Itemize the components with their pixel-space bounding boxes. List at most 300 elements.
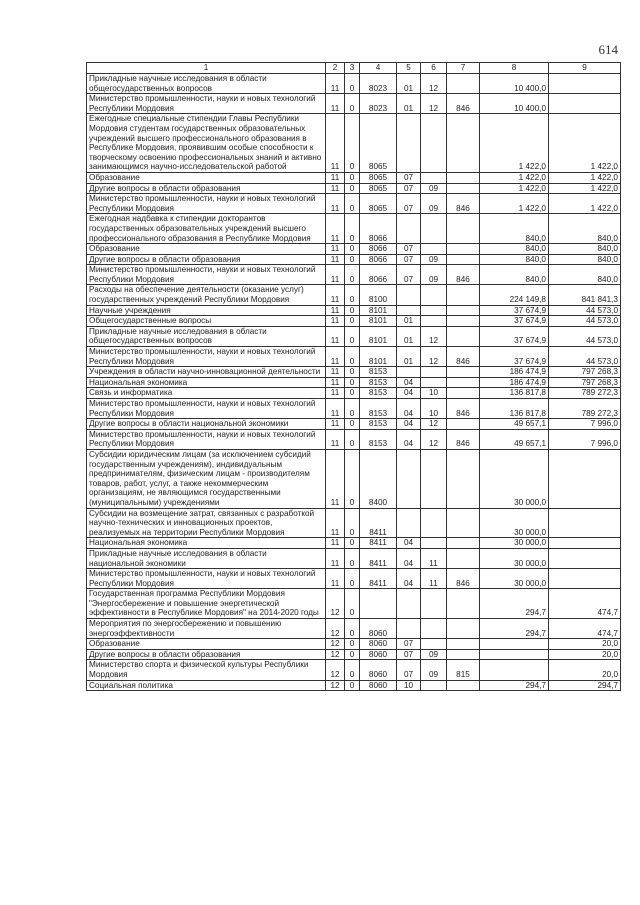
section-cell [397, 285, 421, 305]
department-cell: 846 [447, 399, 480, 419]
row-name-cell: Министерство спорта и физической культуры Республики Мордовия [87, 660, 326, 680]
section-cell: 04 [397, 538, 421, 549]
amount-cell: 44 573,0 [549, 316, 621, 327]
department-cell [447, 367, 480, 378]
code-cell: 8060 [360, 639, 397, 650]
row-name-cell: Субсидии юридическим лицам (за исключением субсидий государственным учреждениям), индивидуальным предпринимателям, физическим лицам - производителям товаров, работ, услуг, а также некоммерческим организациям, не являющимся государственными (муниципальными) учреждениями [87, 449, 326, 508]
code-cell: 8065 [360, 183, 397, 194]
amount-cell: 1 422,0 [480, 194, 549, 214]
row-name-cell: Связь и информатика [87, 388, 326, 399]
code-cell: 11 [326, 326, 345, 346]
table-row [87, 74, 621, 94]
department-cell [447, 508, 480, 538]
amount-cell: 789 272,3 [549, 399, 621, 419]
table-row [87, 548, 621, 568]
amount-cell [549, 538, 621, 549]
department-cell [447, 377, 480, 388]
subsection-cell: 09 [421, 254, 447, 265]
row-name-cell: Министерство промышленности, науки и новых технологий Республики Мордовия [87, 94, 326, 114]
amount-cell: 474,7 [549, 619, 621, 639]
code-cell: 0 [345, 94, 360, 114]
code-cell: 8101 [360, 316, 397, 327]
code-cell: 8411 [360, 548, 397, 568]
row-name-cell: Министерство промышленности, науки и новых технологий Республики Мордовия [87, 569, 326, 589]
amount-cell: 1 422,0 [549, 194, 621, 214]
code-cell: 11 [326, 399, 345, 419]
section-cell: 01 [397, 316, 421, 327]
department-cell: 846 [447, 94, 480, 114]
subsection-cell [421, 538, 447, 549]
column-header: 5 [397, 63, 421, 74]
subsection-cell: 12 [421, 429, 447, 449]
subsection-cell: 09 [421, 183, 447, 194]
table-row [87, 429, 621, 449]
amount-cell: 49 657,1 [480, 419, 549, 430]
section-cell [397, 305, 421, 316]
code-cell: 8411 [360, 538, 397, 549]
amount-cell: 797 268,3 [549, 377, 621, 388]
row-name-cell: Национальная экономика [87, 377, 326, 388]
amount-cell: 30 000,0 [480, 548, 549, 568]
column-header: 3 [345, 63, 360, 74]
code-cell: 0 [345, 660, 360, 680]
department-cell [447, 114, 480, 173]
amount-cell: 37 674,9 [480, 305, 549, 316]
department-cell [447, 538, 480, 549]
department-cell [447, 388, 480, 399]
amount-cell: 30 000,0 [480, 508, 549, 538]
amount-cell: 1 422,0 [480, 183, 549, 194]
amount-cell: 797 268,3 [549, 367, 621, 378]
amount-cell: 840,0 [480, 244, 549, 255]
section-cell: 07 [397, 194, 421, 214]
row-name-cell: Образование [87, 639, 326, 650]
table-row [87, 214, 621, 244]
code-cell: 0 [345, 377, 360, 388]
code-cell: 0 [345, 548, 360, 568]
amount-cell [549, 569, 621, 589]
code-cell: 8060 [360, 619, 397, 639]
section-cell: 07 [397, 660, 421, 680]
code-cell: 0 [345, 367, 360, 378]
row-name-cell: Министерство промышленности, науки и новых технологий Республики Мордовия [87, 265, 326, 285]
section-cell: 04 [397, 388, 421, 399]
department-cell [447, 589, 480, 619]
code-cell: 11 [326, 316, 345, 327]
subsection-cell [421, 172, 447, 183]
table-body [87, 74, 621, 691]
row-name-cell: Национальная экономика [87, 538, 326, 549]
department-cell [447, 619, 480, 639]
code-cell: 8060 [360, 649, 397, 660]
amount-cell: 186 474,9 [480, 377, 549, 388]
row-name-cell: Образование [87, 172, 326, 183]
subsection-cell: 12 [421, 94, 447, 114]
amount-cell [549, 94, 621, 114]
code-cell: 11 [326, 74, 345, 94]
subsection-cell: 10 [421, 399, 447, 419]
section-cell: 07 [397, 254, 421, 265]
section-cell: 01 [397, 347, 421, 367]
amount-cell: 37 674,9 [480, 316, 549, 327]
subsection-cell [421, 367, 447, 378]
code-cell: 8101 [360, 326, 397, 346]
department-cell: 846 [447, 429, 480, 449]
code-cell: 8153 [360, 388, 397, 399]
code-cell: 0 [345, 399, 360, 419]
table-row [87, 619, 621, 639]
section-cell: 04 [397, 429, 421, 449]
department-cell: 846 [447, 569, 480, 589]
department-cell [447, 244, 480, 255]
table-row [87, 377, 621, 388]
code-cell: 11 [326, 429, 345, 449]
budget-table [86, 62, 621, 691]
amount-cell: 49 657,1 [480, 429, 549, 449]
code-cell: 12 [326, 680, 345, 691]
table-row [87, 660, 621, 680]
code-cell: 11 [326, 214, 345, 244]
department-cell [447, 680, 480, 691]
section-cell [397, 449, 421, 508]
department-cell: 846 [447, 265, 480, 285]
code-cell: 11 [326, 244, 345, 255]
subsection-cell: 09 [421, 194, 447, 214]
row-name-cell: Государственная программа Республики Мордовия "Энергосбережение и повышение энергетической эффективности в Республике Мордовия" на 2014-2020 годы [87, 589, 326, 619]
code-cell: 0 [345, 429, 360, 449]
section-cell: 04 [397, 569, 421, 589]
code-cell: 8066 [360, 244, 397, 255]
code-cell [360, 589, 397, 619]
column-header: 7 [447, 63, 480, 74]
code-cell: 12 [326, 589, 345, 619]
code-cell: 8153 [360, 399, 397, 419]
code-cell: 0 [345, 639, 360, 650]
amount-cell: 7 996,0 [549, 429, 621, 449]
section-cell: 07 [397, 183, 421, 194]
code-cell: 8411 [360, 569, 397, 589]
code-cell: 11 [326, 94, 345, 114]
section-cell: 07 [397, 649, 421, 660]
page-number: 614 [598, 42, 618, 57]
column-header: 4 [360, 63, 397, 74]
department-cell [447, 172, 480, 183]
code-cell: 0 [345, 326, 360, 346]
code-cell: 8100 [360, 285, 397, 305]
amount-cell: 840,0 [549, 254, 621, 265]
code-cell: 0 [345, 114, 360, 173]
column-header: 6 [421, 63, 447, 74]
subsection-cell [421, 285, 447, 305]
code-cell: 11 [326, 285, 345, 305]
row-name-cell: Другие вопросы в области образования [87, 254, 326, 265]
amount-cell: 136 817,8 [480, 388, 549, 399]
row-name-cell: Образование [87, 244, 326, 255]
amount-cell: 30 000,0 [480, 538, 549, 549]
code-cell: 8153 [360, 419, 397, 430]
row-name-cell: Другие вопросы в области национальной экономики [87, 419, 326, 430]
code-cell: 0 [345, 214, 360, 244]
subsection-cell [421, 377, 447, 388]
table-row [87, 285, 621, 305]
department-cell: 846 [447, 194, 480, 214]
row-name-cell: Общегосударственные вопросы [87, 316, 326, 327]
code-cell: 11 [326, 305, 345, 316]
department-cell: 846 [447, 347, 480, 367]
table-row [87, 569, 621, 589]
code-cell: 8060 [360, 680, 397, 691]
table-row [87, 388, 621, 399]
amount-cell: 20,0 [549, 660, 621, 680]
row-name-cell: Ежегодные специальные стипендии Главы Республики Мордовия студентам государственных образовательных учреждений высшего профессионального образования в Республике Мордовия, проявившим особые способности к творческому освоению профессиональных знаний и активно занимающимся научно-исследовательской работой [87, 114, 326, 173]
amount-cell: 10 400,0 [480, 94, 549, 114]
section-cell: 04 [397, 548, 421, 568]
table-row [87, 244, 621, 255]
amount-cell: 136 817,8 [480, 399, 549, 419]
amount-cell: 44 573,0 [549, 347, 621, 367]
column-header: 8 [480, 63, 549, 74]
section-cell [397, 214, 421, 244]
row-name-cell: Ежегодная надбавка к стипендии докторантов государственных образовательных учреждений высшего профессионального образования в Республике Мордовия [87, 214, 326, 244]
code-cell: 0 [345, 569, 360, 589]
table-row [87, 367, 621, 378]
column-header: 2 [326, 63, 345, 74]
code-cell: 11 [326, 388, 345, 399]
amount-cell: 294,7 [480, 589, 549, 619]
code-cell: 11 [326, 254, 345, 265]
subsection-cell [421, 244, 447, 255]
code-cell: 11 [326, 569, 345, 589]
amount-cell: 44 573,0 [549, 326, 621, 346]
subsection-cell: 11 [421, 569, 447, 589]
column-header: 1 [87, 63, 326, 74]
section-cell: 07 [397, 265, 421, 285]
amount-cell: 840,0 [480, 214, 549, 244]
row-name-cell: Министерство промышленности, науки и новых технологий Республики Мордовия [87, 399, 326, 419]
section-cell [397, 619, 421, 639]
code-cell: 8065 [360, 172, 397, 183]
department-cell [447, 548, 480, 568]
subsection-cell: 09 [421, 649, 447, 660]
code-cell: 11 [326, 377, 345, 388]
amount-cell: 1 422,0 [549, 114, 621, 173]
amount-cell [549, 449, 621, 508]
department-cell [447, 74, 480, 94]
table-row [87, 347, 621, 367]
section-cell: 07 [397, 244, 421, 255]
section-cell [397, 367, 421, 378]
row-name-cell: Прикладные научные исследования в области общегосударственных вопросов [87, 74, 326, 94]
row-name-cell: Министерство промышленности, науки и новых технологий Республики Мордовия [87, 194, 326, 214]
section-cell: 01 [397, 326, 421, 346]
code-cell: 11 [326, 114, 345, 173]
code-cell: 8066 [360, 265, 397, 285]
code-cell: 11 [326, 538, 345, 549]
row-name-cell: Министерство промышленности, науки и новых технологий Республики Мордовия [87, 347, 326, 367]
amount-cell: 7 996,0 [549, 419, 621, 430]
table-row [87, 649, 621, 660]
subsection-cell: 11 [421, 548, 447, 568]
section-cell: 07 [397, 172, 421, 183]
code-cell: 0 [345, 388, 360, 399]
code-cell: 0 [345, 172, 360, 183]
row-name-cell: Научные учреждения [87, 305, 326, 316]
amount-cell: 20,0 [549, 649, 621, 660]
subsection-cell: 12 [421, 347, 447, 367]
amount-cell: 840,0 [480, 254, 549, 265]
amount-cell [480, 639, 549, 650]
amount-cell: 37 674,9 [480, 347, 549, 367]
section-cell [397, 114, 421, 173]
code-cell: 8065 [360, 114, 397, 173]
amount-cell [480, 649, 549, 660]
amount-cell [480, 660, 549, 680]
table-row [87, 589, 621, 619]
table-row [87, 449, 621, 508]
code-cell: 11 [326, 367, 345, 378]
subsection-cell [421, 449, 447, 508]
subsection-cell: 10 [421, 388, 447, 399]
table-row [87, 194, 621, 214]
subsection-cell [421, 114, 447, 173]
amount-cell: 294,7 [480, 619, 549, 639]
table-row [87, 508, 621, 538]
code-cell: 0 [345, 254, 360, 265]
code-cell: 8101 [360, 305, 397, 316]
code-cell: 0 [345, 183, 360, 194]
amount-cell: 841 841,3 [549, 285, 621, 305]
code-cell: 11 [326, 194, 345, 214]
table-row [87, 94, 621, 114]
code-cell: 0 [345, 419, 360, 430]
amount-cell: 789 272,3 [549, 388, 621, 399]
code-cell: 0 [345, 649, 360, 660]
department-cell [447, 214, 480, 244]
section-cell: 01 [397, 74, 421, 94]
table-row [87, 183, 621, 194]
department-cell [447, 305, 480, 316]
section-cell: 04 [397, 377, 421, 388]
subsection-cell [421, 316, 447, 327]
code-cell: 8411 [360, 508, 397, 538]
code-cell: 12 [326, 639, 345, 650]
amount-cell: 474,7 [549, 589, 621, 619]
amount-cell [549, 548, 621, 568]
table-row [87, 305, 621, 316]
table-row [87, 639, 621, 650]
section-cell [397, 508, 421, 538]
section-cell: 04 [397, 419, 421, 430]
department-cell [447, 316, 480, 327]
amount-cell: 30 000,0 [480, 449, 549, 508]
code-cell: 11 [326, 265, 345, 285]
table-row [87, 254, 621, 265]
department-cell [447, 183, 480, 194]
table-row [87, 399, 621, 419]
amount-cell [549, 508, 621, 538]
department-cell [447, 254, 480, 265]
section-cell: 04 [397, 399, 421, 419]
code-cell: 0 [345, 316, 360, 327]
subsection-cell [421, 639, 447, 650]
code-cell: 8153 [360, 367, 397, 378]
table-row [87, 265, 621, 285]
row-name-cell: Мероприятия по энергосбережению и повышению энергоэффективности [87, 619, 326, 639]
code-cell: 8066 [360, 254, 397, 265]
code-cell: 0 [345, 74, 360, 94]
code-cell: 8066 [360, 214, 397, 244]
code-cell: 11 [326, 347, 345, 367]
code-cell: 0 [345, 449, 360, 508]
subsection-cell [421, 305, 447, 316]
row-name-cell: Прикладные научные исследования в области общегосударственных вопросов [87, 326, 326, 346]
table-row [87, 114, 621, 173]
amount-cell: 294,7 [480, 680, 549, 691]
amount-cell: 10 400,0 [480, 74, 549, 94]
code-cell: 0 [345, 285, 360, 305]
code-cell: 12 [326, 619, 345, 639]
code-cell: 8400 [360, 449, 397, 508]
amount-cell: 294,7 [549, 680, 621, 691]
section-cell: 07 [397, 639, 421, 650]
code-cell: 0 [345, 538, 360, 549]
code-cell: 8153 [360, 429, 397, 449]
table-row [87, 172, 621, 183]
amount-cell: 840,0 [549, 244, 621, 255]
department-cell [447, 449, 480, 508]
subsection-cell: 12 [421, 419, 447, 430]
row-name-cell: Учреждения в области научно-инновационной деятельности [87, 367, 326, 378]
amount-cell: 30 000,0 [480, 569, 549, 589]
amount-cell: 20,0 [549, 639, 621, 650]
code-cell: 0 [345, 244, 360, 255]
amount-cell: 224 149,8 [480, 285, 549, 305]
subsection-cell [421, 214, 447, 244]
section-cell [397, 589, 421, 619]
amount-cell: 840,0 [480, 265, 549, 285]
table-row [87, 316, 621, 327]
subsection-cell [421, 680, 447, 691]
code-cell: 11 [326, 183, 345, 194]
row-name-cell: Субсидии на возмещение затрат, связанных с разработкой научно-технических и инновационных проектов, реализуемых на территории Республики Мордовия [87, 508, 326, 538]
row-name-cell: Прикладные научные исследования в области национальной экономики [87, 548, 326, 568]
department-cell [447, 649, 480, 660]
table-row [87, 326, 621, 346]
code-cell: 0 [345, 265, 360, 285]
amount-cell: 1 422,0 [549, 172, 621, 183]
subsection-cell [421, 619, 447, 639]
code-cell: 0 [345, 305, 360, 316]
code-cell: 8101 [360, 347, 397, 367]
row-name-cell: Министерство промышленности, науки и новых технологий Республики Мордовия [87, 429, 326, 449]
amount-cell [549, 74, 621, 94]
code-cell: 8153 [360, 377, 397, 388]
amount-cell: 37 674,9 [480, 326, 549, 346]
row-name-cell: Другие вопросы в области образования [87, 183, 326, 194]
code-cell: 0 [345, 194, 360, 214]
row-name-cell: Расходы на обеспечение деятельности (оказание услуг) государственных учреждений Республики Мордовия [87, 285, 326, 305]
subsection-cell: 09 [421, 265, 447, 285]
code-cell: 12 [326, 649, 345, 660]
subsection-cell: 12 [421, 74, 447, 94]
code-cell: 0 [345, 347, 360, 367]
table-row [87, 680, 621, 691]
department-cell: 815 [447, 660, 480, 680]
code-cell: 11 [326, 449, 345, 508]
subsection-cell: 12 [421, 326, 447, 346]
code-cell: 12 [326, 660, 345, 680]
department-cell [447, 419, 480, 430]
